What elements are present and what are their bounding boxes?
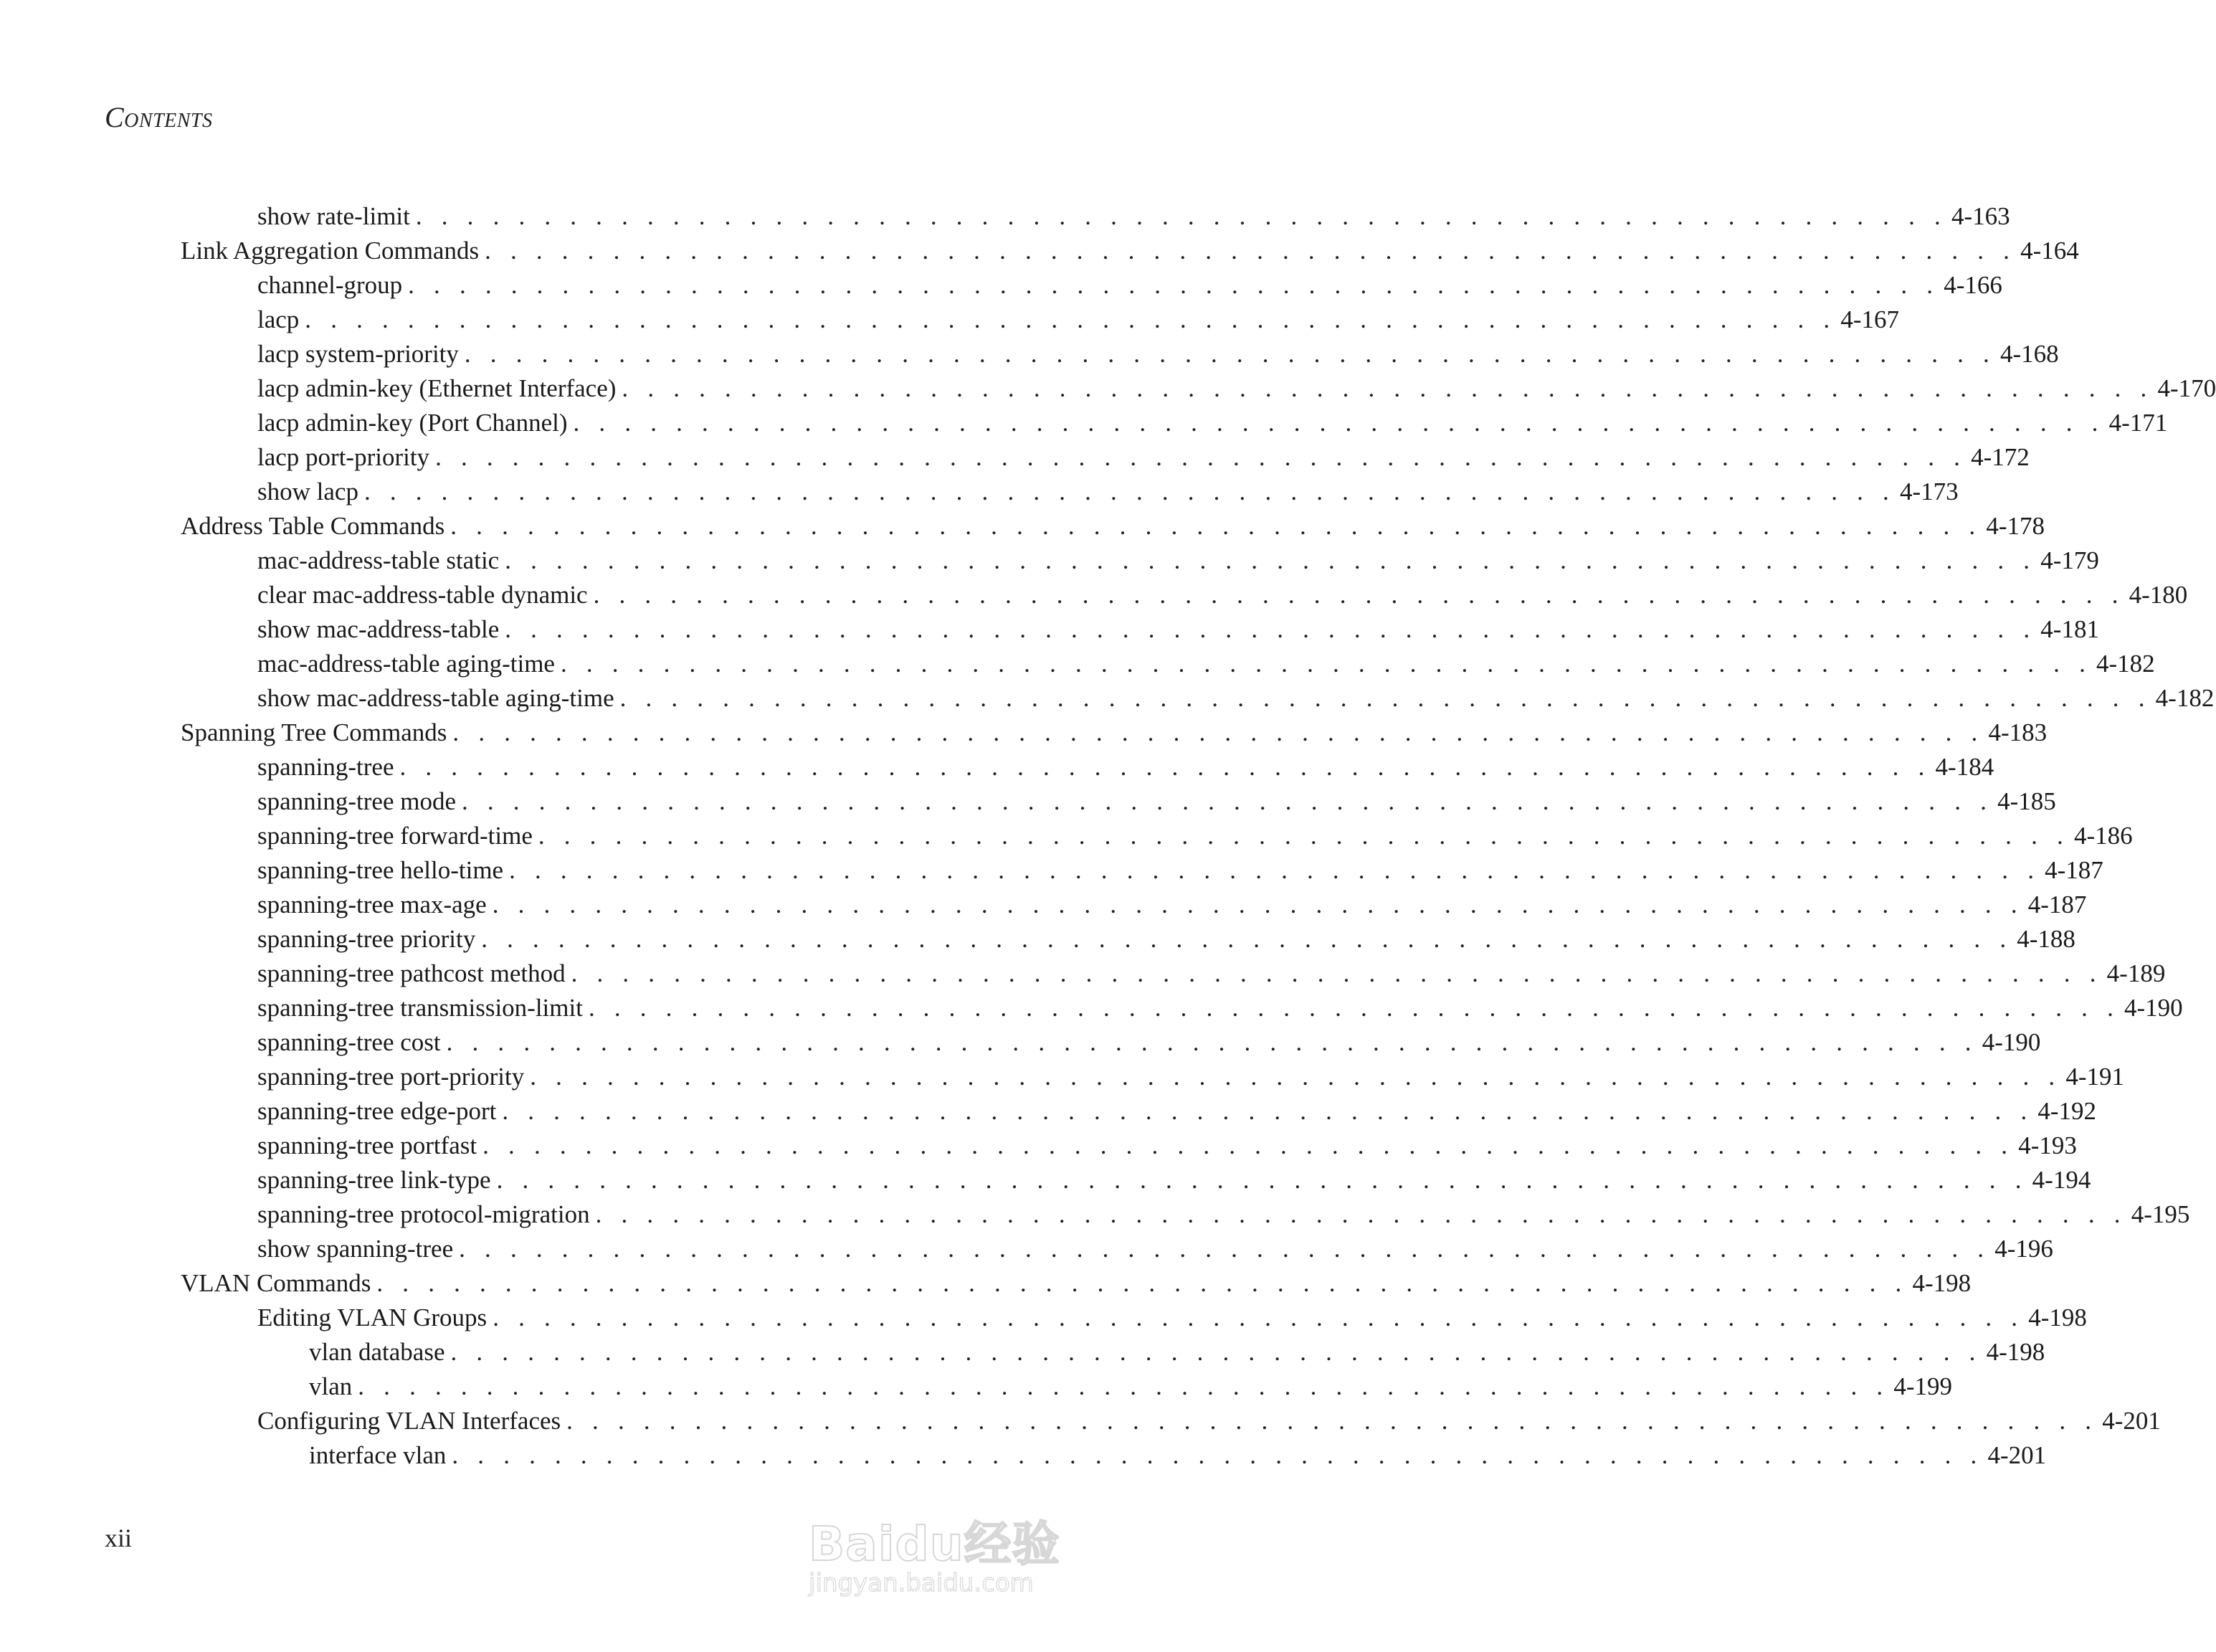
toc-entry-title: lacp: [257, 305, 300, 333]
toc-dot-leader: . . . . . . . . . . . . . . . . . . . . . . . . . . . . . . . . . . . . . . . . . . . . . . . . . . . . . . . . . . . .: [622, 374, 2154, 402]
toc-entry[interactable]: [257, 956, 2166, 991]
toc-entry-title: mac-address-table static: [257, 546, 500, 574]
toc-entry-title: clear mac-address-table dynamic: [257, 581, 588, 609]
toc-entry-title: spanning-tree mode: [257, 787, 456, 815]
toc-entry-title: spanning-tree pathcost method: [257, 959, 566, 987]
toc-dot-leader: . . . . . . . . . . . . . . . . . . . . . . . . . . . . . . . . . . . . . . . . . . . . . . . . . . . . . . . . . . . .: [530, 1063, 2062, 1091]
toc-dot-leader: . . . . . . . . . . . . . . . . . . . . . . . . . . . . . . . . . . . . . . . . . . . . . . . . . . . . . . . . . . . .: [588, 994, 2121, 1022]
toc-dot-leader: . . . . . . . . . . . . . . . . . . . . . . . . . . . . . . . . . . . . . . . . . . . . . . . . . . . . . . . . . . . .: [450, 512, 1982, 540]
toc-entry-title: spanning-tree hello-time: [257, 856, 504, 884]
toc-entry-title: Editing VLAN Groups: [257, 1304, 488, 1331]
toc-entry-page: 4-198: [1986, 1338, 2045, 1366]
toc-entry-page: 4-201: [2102, 1407, 2161, 1435]
toc-dot-leader: . . . . . . . . . . . . . . . . . . . . . . . . . . . . . . . . . . . . . . . . . . . . . . . . . . . . . . . . . . . .: [462, 787, 1994, 815]
toc-entry-page: 4-184: [1935, 753, 1994, 781]
toc-entry-page: 4-183: [1988, 718, 2048, 746]
toc-entry-page: 4-170: [2157, 374, 2216, 402]
toc-entry-page: 4-190: [2124, 994, 2183, 1022]
toc-dot-leader: . . . . . . . . . . . . . . . . . . . . . . . . . . . . . . . . . . . . . . . . . . . . . . . . . . . . . . . . . . . .: [452, 1441, 1984, 1469]
toc-entry-page: 4-194: [2032, 1166, 2091, 1194]
toc-entry-page: 4-191: [2065, 1063, 2124, 1091]
toc-entry-title: Configuring VLAN Interfaces: [257, 1407, 561, 1435]
toc-entry-title: spanning-tree cost: [257, 1028, 441, 1056]
toc-entry-title: Address Table Commands: [181, 512, 445, 540]
watermark-logo: [809, 1484, 1081, 1620]
toc-dot-leader: . . . . . . . . . . . . . . . . . . . . . . . . . . . . . . . . . . . . . . . . . . . . . . . . . . . . . . . . . . . .: [305, 305, 1837, 333]
toc-entry-title: spanning-tree max-age: [257, 891, 487, 918]
toc-entry-page: 4-172: [1971, 443, 2030, 471]
toc-entry-page: 4-201: [1987, 1441, 2047, 1469]
toc-entry-page: 4-193: [2018, 1131, 2077, 1159]
toc-dot-leader: . . . . . . . . . . . . . . . . . . . . . . . . . . . . . . . . . . . . . . . . . . . . . . . . . . . . . . . . . . . .: [509, 856, 2041, 884]
toc-entry-page: 4-182: [2155, 684, 2215, 712]
toc-entry-page: 4-199: [1893, 1372, 1952, 1400]
toc-entry-title: vlan: [309, 1372, 353, 1400]
toc-entry-page: 4-180: [2129, 581, 2188, 609]
toc-dot-leader: . . . . . . . . . . . . . . . . . . . . . . . . . . . . . . . . . . . . . . . . . . . . . . . . . . . . . . . . . . . .: [593, 581, 2125, 609]
toc-entry[interactable]: [257, 784, 2056, 819]
toc-dot-leader: . . . . . . . . . . . . . . . . . . . . . . . . . . . . . . . . . . . . . . . . . . . . . . . . . . . . . . . . . . . .: [435, 443, 1967, 471]
toc-entry-page: 4-182: [2096, 650, 2155, 678]
toc-dot-leader: . . . . . . . . . . . . . . . . . . . . . . . . . . . . . . . . . . . . . . . . . . . . . . . . . . . . . . . . . . . .: [481, 925, 2013, 953]
toc-entry[interactable]: [257, 371, 2216, 406]
toc-entry[interactable]: [257, 1404, 2161, 1438]
toc-dot-leader: . . . . . . . . . . . . . . . . . . . . . . . . . . . . . . . . . . . . . . . . . . . . . . . . . . . . . . . . . . . .: [595, 1200, 2127, 1228]
toc-entry-page: 4-189: [2106, 959, 2166, 987]
toc-entry[interactable]: [257, 406, 2168, 440]
toc-entry-page: 4-196: [1994, 1235, 2053, 1263]
toc-entry-title: show rate-limit: [257, 202, 410, 230]
toc-dot-leader: . . . . . . . . . . . . . . . . . . . . . . . . . . . . . . . . . . . . . . . . . . . . . . . . . . . . . . . . . . . .: [446, 1028, 1978, 1056]
toc-entry[interactable]: [257, 268, 2002, 303]
toc-dot-leader: . . . . . . . . . . . . . . . . . . . . . . . . . . . . . . . . . . . . . . . . . . . . . . . . . . . . . . . . . . . .: [452, 718, 1984, 746]
toc-entry-page: 4-163: [1951, 202, 2010, 230]
toc-entry-page: 4-198: [2028, 1304, 2087, 1331]
toc-dot-leader: . . . . . . . . . . . . . . . . . . . . . . . . . . . . . . . . . . . . . . . . . . . . . . . . . . . . . . . . . . . .: [573, 409, 2105, 437]
toc-dot-leader: . . . . . . . . . . . . . . . . . . . . . . . . . . . . . . . . . . . . . . . . . . . . . . . . . . . . . . . . . . . .: [415, 202, 1947, 230]
toc-entry-page: 4-186: [2073, 822, 2133, 850]
toc-entry[interactable]: [181, 1266, 1972, 1301]
toc-entry-title: VLAN Commands: [181, 1269, 371, 1297]
toc-entry[interactable]: [257, 888, 2087, 922]
toc-entry[interactable]: [257, 1232, 2053, 1266]
toc-entry[interactable]: [257, 681, 2215, 716]
toc-entry-page: 4-166: [1944, 271, 2002, 299]
toc-entry-title: show mac-address-table: [257, 615, 500, 643]
toc-entry[interactable]: [309, 1369, 1952, 1404]
toc-entry-title: channel-group: [257, 271, 403, 299]
toc-dot-leader: . . . . . . . . . . . . . . . . . . . . . . . . . . . . . . . . . . . . . . . . . . . . . . . . . . . . . . . . . . . .: [505, 615, 2037, 643]
toc-dot-leader: . . . . . . . . . . . . . . . . . . . . . . . . . . . . . . . . . . . . . . . . . . . . . . . . . . . . . . . . . . . .: [560, 650, 2093, 678]
toc-entry-page: 4-187: [2027, 891, 2087, 918]
watermark-url: jingyan.baidu.com: [809, 1569, 1034, 1598]
toc-entry[interactable]: [257, 440, 2030, 475]
toc-entry-title: spanning-tree transmission-limit: [257, 994, 583, 1022]
toc-dot-leader: . . . . . . . . . . . . . . . . . . . . . . . . . . . . . . . . . . . . . . . . . . . . . . . . . . . . . . . . . . . .: [493, 1304, 2025, 1331]
toc-dot-leader: . . . . . . . . . . . . . . . . . . . . . . . . . . . . . . . . . . . . . . . . . . . . . . . . . . . . . . . . . . . .: [450, 1338, 1982, 1366]
toc-entry-title: show lacp: [257, 478, 358, 505]
toc-dot-leader: . . . . . . . . . . . . . . . . . . . . . . . . . . . . . . . . . . . . . . . . . . . . . . . . . . . . . . . . . . . .: [408, 271, 1940, 299]
toc-entry[interactable]: [181, 509, 2045, 543]
toc-entry[interactable]: [257, 853, 2103, 888]
toc-entry-title: spanning-tree port-priority: [257, 1063, 525, 1091]
toc-entry[interactable]: [257, 1197, 2190, 1232]
toc-dot-leader: . . . . . . . . . . . . . . . . . . . . . . . . . . . . . . . . . . . . . . . . . . . . . . . . . . . . . . . . . . . .: [505, 546, 2037, 574]
toc-entry-page: 4-192: [2037, 1097, 2097, 1125]
toc-dot-leader: . . . . . . . . . . . . . . . . . . . . . . . . . . . . . . . . . . . . . . . . . . . . . . . . . . . . . . . . . . . .: [538, 822, 2070, 850]
toc-entry-title: lacp port-priority: [257, 443, 430, 471]
toc-entry-page: 4-187: [2045, 856, 2103, 884]
toc-entry[interactable]: [257, 922, 2075, 956]
toc-entry-title: spanning-tree priority: [257, 925, 476, 953]
toc-dot-leader: . . . . . . . . . . . . . . . . . . . . . . . . . . . . . . . . . . . . . . . . . . . . . . . . . . . . . . . . . . . .: [363, 478, 1896, 505]
toc-entry[interactable]: [257, 991, 2183, 1025]
toc-entry-page: 4-185: [1997, 787, 2056, 815]
toc-dot-leader: . . . . . . . . . . . . . . . . . . . . . . . . . . . . . . . . . . . . . . . . . . . . . . . . . . . . . . . . . . . .: [492, 891, 2024, 918]
toc-entry-title: spanning-tree protocol-migration: [257, 1200, 590, 1228]
toc-dot-leader: . . . . . . . . . . . . . . . . . . . . . . . . . . . . . . . . . . . . . . . . . . . . . . . . . . . . . . . . . . . .: [485, 237, 2017, 265]
toc-entry[interactable]: [257, 303, 1900, 337]
watermark-brand: Baidu经验: [809, 1516, 1060, 1572]
toc-entry[interactable]: [257, 1301, 2087, 1335]
toc-entry-title: Link Aggregation Commands: [181, 237, 480, 265]
toc-entry[interactable]: [181, 234, 2079, 268]
toc-entry[interactable]: [181, 716, 2048, 750]
toc-dot-leader: . . . . . . . . . . . . . . . . . . . . . . . . . . . . . . . . . . . . . . . . . . . . . . . . . . . . . . . . . . . .: [571, 959, 2103, 987]
toc-dot-leader: . . . . . . . . . . . . . . . . . . . . . . . . . . . . . . . . . . . . . . . . . . . . . . . . . . . . . . . . . . . .: [482, 1131, 2015, 1159]
toc-entry[interactable]: [257, 543, 2099, 578]
toc-entry-page: 4-195: [2131, 1200, 2190, 1228]
toc-entry-title: lacp admin-key (Port Channel): [257, 409, 568, 437]
toc-entry[interactable]: [257, 337, 2059, 371]
toc-entry-title: spanning-tree: [257, 753, 394, 781]
toc-dot-leader: . . . . . . . . . . . . . . . . . . . . . . . . . . . . . . . . . . . . . . . . . . . . . . . . . . . . . . . . . . . .: [399, 753, 1931, 781]
toc-dot-leader: . . . . . . . . . . . . . . . . . . . . . . . . . . . . . . . . . . . . . . . . . . . . . . . . . . . . . . . . . . . .: [619, 684, 2151, 712]
toc-entry[interactable]: [257, 1094, 2097, 1129]
toc-entry-title: show spanning-tree: [257, 1235, 454, 1263]
toc-entry[interactable]: [257, 1163, 2091, 1197]
toc-entry-page: 4-190: [1982, 1028, 2041, 1056]
toc-dot-leader: . . . . . . . . . . . . . . . . . . . . . . . . . . . . . . . . . . . . . . . . . . . . . . . . . . . . . . . . . . . .: [496, 1166, 2028, 1194]
toc-entry-title: spanning-tree forward-time: [257, 822, 533, 850]
toc-dot-leader: . . . . . . . . . . . . . . . . . . . . . . . . . . . . . . . . . . . . . . . . . . . . . . . . . . . . . . . . . . . .: [376, 1269, 1908, 1297]
toc-entry-page: 4-171: [2108, 409, 2168, 437]
page-folio: xii: [105, 1524, 133, 1552]
toc-entry[interactable]: [257, 199, 2010, 234]
toc-entry-page: 4-173: [1900, 478, 1959, 505]
toc-entry[interactable]: [257, 647, 2155, 681]
toc-entry-page: 4-198: [1912, 1269, 1972, 1297]
toc-dot-leader: . . . . . . . . . . . . . . . . . . . . . . . . . . . . . . . . . . . . . . . . . . . . . . . . . . . . . . . . . . . .: [566, 1407, 2098, 1435]
toc-entry-page: 4-181: [2040, 615, 2099, 643]
running-head: Contents: [105, 101, 213, 133]
toc-entry-page: 4-164: [2020, 237, 2079, 265]
toc-entry[interactable]: [257, 1129, 2077, 1163]
toc-entry[interactable]: [309, 1335, 2045, 1369]
toc-dot-leader: . . . . . . . . . . . . . . . . . . . . . . . . . . . . . . . . . . . . . . . . . . . . . . . . . . . . . . . . . . . .: [459, 1235, 1991, 1263]
toc-entry[interactable]: [257, 612, 2099, 647]
toc-entry-title: Spanning Tree Commands: [181, 718, 447, 746]
toc-entry[interactable]: [257, 475, 1959, 509]
toc-entry[interactable]: [257, 1060, 2124, 1094]
toc-entry[interactable]: [257, 750, 1994, 784]
toc-entry-title: mac-address-table aging-time: [257, 650, 555, 678]
toc-entry-title: spanning-tree link-type: [257, 1166, 491, 1194]
toc-entry-page: 4-179: [2040, 546, 2099, 574]
toc-entry-page: 4-167: [1840, 305, 1900, 333]
toc-dot-leader: . . . . . . . . . . . . . . . . . . . . . . . . . . . . . . . . . . . . . . . . . . . . . . . . . . . . . . . . . . . .: [464, 340, 1996, 368]
toc-dot-leader: . . . . . . . . . . . . . . . . . . . . . . . . . . . . . . . . . . . . . . . . . . . . . . . . . . . . . . . . . . . .: [358, 1372, 1890, 1400]
toc-entry-title: lacp system-priority: [257, 340, 459, 368]
toc-entry-title: spanning-tree edge-port: [257, 1097, 497, 1125]
toc-entry[interactable]: [257, 819, 2133, 853]
toc-entry-title: interface vlan: [309, 1441, 447, 1469]
toc-entry-title: lacp admin-key (Ethernet Interface): [257, 374, 617, 402]
toc-entry-page: 4-188: [2017, 925, 2075, 953]
toc-entry[interactable]: [257, 1025, 2041, 1060]
toc-entry-page: 4-168: [1999, 340, 2059, 368]
toc-entry-title: vlan database: [309, 1338, 445, 1366]
toc-entry-page: 4-178: [1986, 512, 2045, 540]
toc-dot-leader: . . . . . . . . . . . . . . . . . . . . . . . . . . . . . . . . . . . . . . . . . . . . . . . . . . . . . . . . . . . .: [502, 1097, 2034, 1125]
toc-entry-title: show mac-address-table aging-time: [257, 684, 614, 712]
toc-entry[interactable]: [309, 1438, 2047, 1473]
toc-entry[interactable]: [257, 578, 2188, 612]
toc-entry-title: spanning-tree portfast: [257, 1131, 477, 1159]
